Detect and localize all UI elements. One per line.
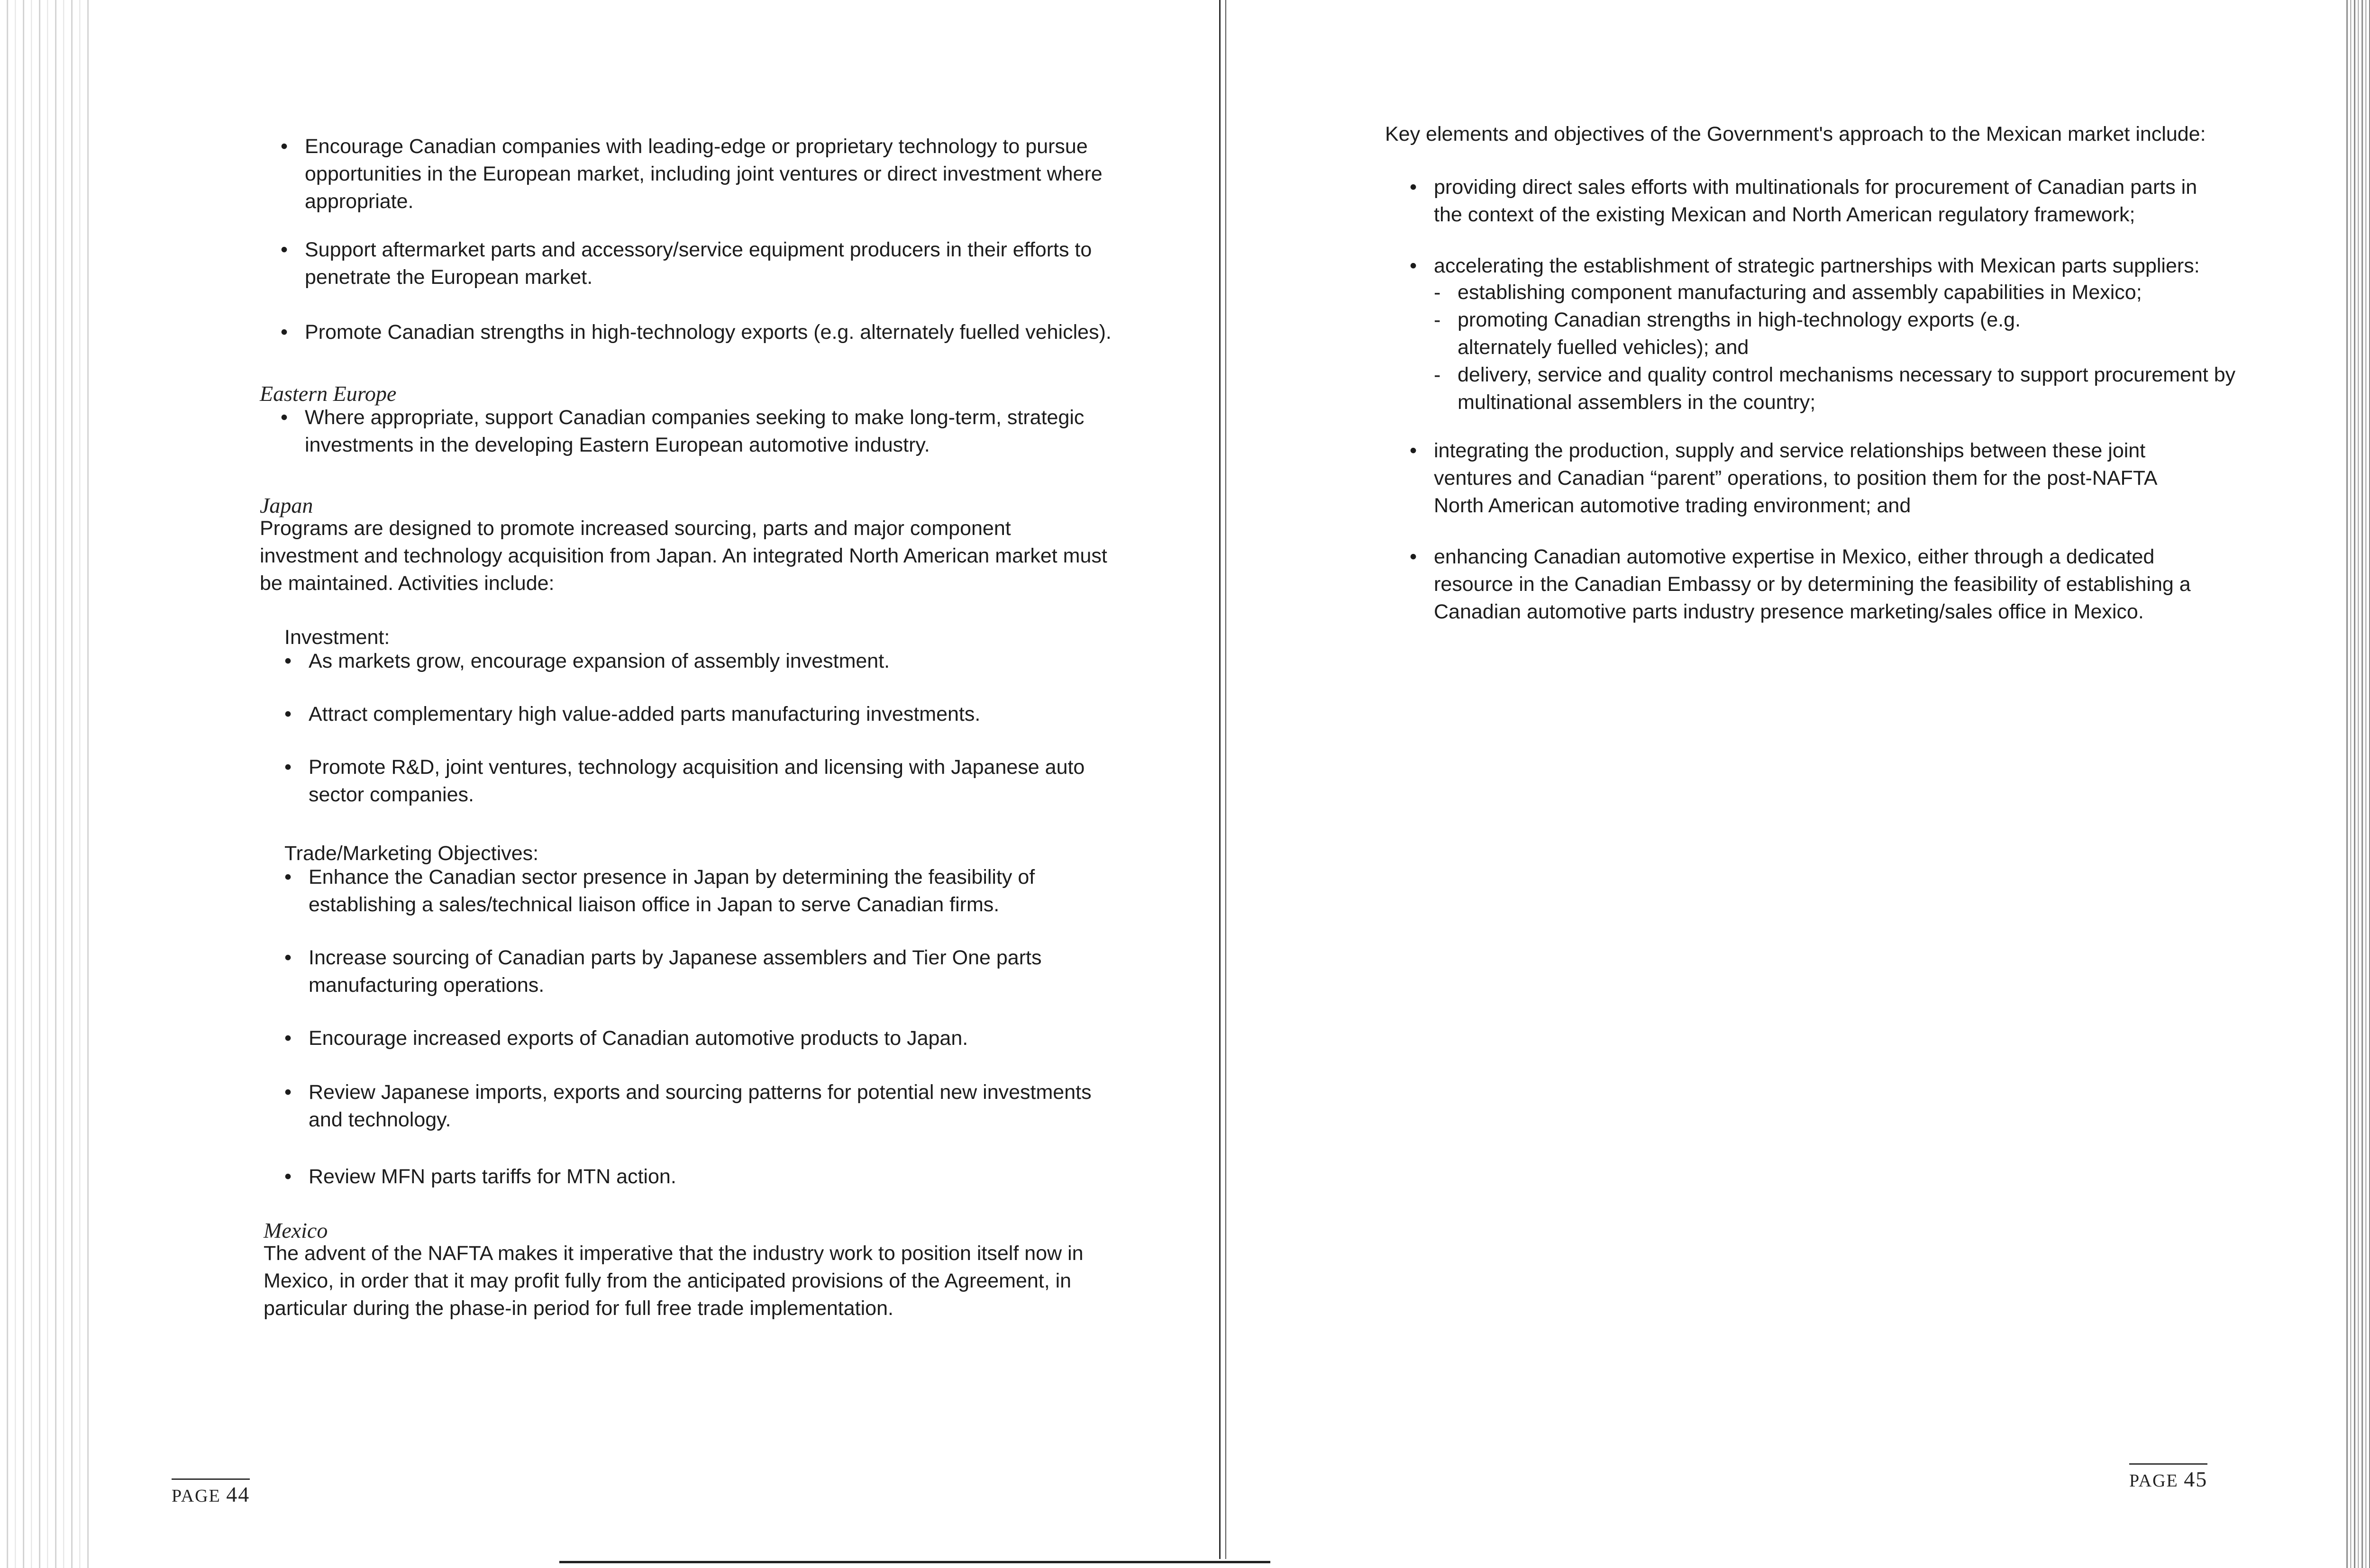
bullet-text: Encourage increased exports of Canadian automotive products to Japan. <box>309 1027 968 1050</box>
sub-item-3 <box>1434 361 2240 416</box>
dash-glyph: - <box>1434 308 1441 331</box>
sub-item-1 <box>1434 279 2240 306</box>
page-number-right <box>2129 1463 2207 1492</box>
bullet-text: Where appropriate, support Canadian companies seeking to make long-term, strategic investments in the developing Eastern European automotive industry. <box>305 406 1085 456</box>
folio-word: PAGE <box>172 1486 221 1506</box>
right-page <box>1224 0 2344 1568</box>
section-heading-japan: Japan <box>260 493 313 517</box>
eastern-europe-bullet <box>281 404 1096 459</box>
europe-bullet-1 <box>281 133 1115 215</box>
sub-item-text: delivery, service and quality control mechanisms necessary to support procurement by multinational assemblers in the country; <box>1458 363 2236 414</box>
right-page-edge-scan <box>2344 0 2370 1568</box>
bullet-glyph: • <box>284 1027 292 1050</box>
sub-item-text: promoting Canadian strengths in high-technology exports (e.g. alternately fuelled vehicles); and <box>1458 308 2021 359</box>
bullet-glyph: • <box>284 756 292 779</box>
bullet-text: Encourage Canadian companies with leading-edge or proprietary technology to pursue opportunities in the European market, including joint ventures or direct investment where appropriate. <box>305 135 1103 213</box>
dash-glyph: - <box>1434 281 1441 304</box>
section-heading-eastern-europe: Eastern Europe <box>260 381 397 406</box>
bullet-glyph: • <box>1410 254 1417 277</box>
mexico-bullet-1 <box>1410 173 2215 228</box>
bullet-glyph: • <box>281 238 288 261</box>
bullet-text: Promote Canadian strengths in high-technology exports (e.g. alternately fuelled vehicles). <box>305 321 1112 344</box>
bullet-text: accelerating the establishment of strategic partnerships with Mexican parts suppliers: <box>1434 254 2200 277</box>
bullet-text: providing direct sales efforts with multinationals for procurement of Canadian parts in the context of the existing Mexican and North American regulatory framework; <box>1434 176 2197 226</box>
folio-number: 44 <box>226 1482 250 1506</box>
sub-item-2 <box>1434 306 2088 361</box>
bullet-glyph: • <box>284 866 292 888</box>
bullet-glyph: • <box>1410 176 1417 199</box>
mexico-approach-intro: Key elements and objectives of the Government's approach to the Mexican market include: <box>1385 123 2206 145</box>
folio-number: 45 <box>2184 1467 2208 1491</box>
bullet-text: Review MFN parts tariffs for MTN action. <box>309 1165 676 1188</box>
trade-bullet-3 <box>284 1024 1119 1052</box>
bullet-glyph: • <box>284 1165 292 1188</box>
investment-label: Investment: <box>284 626 390 649</box>
bullet-text: Enhance the Canadian sector presence in Japan by determining the feasibility of establishing a sales/technical liaison office in Japan to serve Canadian firms. <box>309 866 1035 916</box>
investment-bullet-2 <box>284 700 1119 728</box>
bullet-glyph: • <box>281 135 288 158</box>
bullet-glyph: • <box>281 406 288 429</box>
bullet-text: Promote R&D, joint ventures, technology acquisition and licensing with Japanese auto sector companies. <box>309 756 1085 806</box>
trade-bullet-2 <box>284 944 1043 999</box>
bullet-text: Review Japanese imports, exports and sourcing patterns for potential new investments and technology. <box>309 1081 1092 1131</box>
trade-marketing-label: Trade/Marketing Objectives: <box>284 842 539 865</box>
investment-bullet-1 <box>284 647 1119 675</box>
bullet-text: Attract complementary high value-added parts manufacturing investments. <box>309 703 981 725</box>
bullet-glyph: • <box>284 703 292 725</box>
bullet-glyph: • <box>284 650 292 672</box>
europe-bullet-2 <box>281 236 1096 291</box>
bullet-glyph: • <box>284 1081 292 1104</box>
sub-item-text: establishing component manufacturing and assembly capabilities in Mexico; <box>1458 281 2142 304</box>
trade-bullet-1 <box>284 863 1081 918</box>
trade-bullet-4 <box>284 1079 1100 1133</box>
trade-bullet-5 <box>284 1163 1119 1190</box>
japan-intro-paragraph: Programs are designed to promote increased sourcing, parts and major component investment and technology acquisition from Japan. An integrated North American market must be maintained. Activities include: <box>260 517 1107 595</box>
mexico-bullet-4 <box>1410 543 2206 625</box>
bullet-glyph: • <box>1410 439 1417 462</box>
dash-glyph: - <box>1434 363 1441 386</box>
folio-word: PAGE <box>2129 1471 2179 1491</box>
mexico-bullet-3 <box>1410 437 2206 519</box>
bullet-text: Increase sourcing of Canadian parts by Japanese assemblers and Tier One parts manufacturing operations. <box>309 946 1042 997</box>
mexico-intro-paragraph: The advent of the NAFTA makes it imperative that the industry work to position itself now in Mexico, in order that it may profit fully from the anticipated provisions of the Agreement, in particular during the phase-in period for full free trade implementation. <box>264 1242 1084 1320</box>
bullet-glyph: • <box>1410 545 1417 568</box>
bullet-text: As markets grow, encourage expansion of assembly investment. <box>309 650 890 672</box>
bullet-text: integrating the production, supply and service relationships between these joint ventures and Canadian “parent” operations, to position them for the post-NAFTA North American automotive trading environment; and <box>1434 439 2157 517</box>
bullet-text: Support aftermarket parts and accessory/service equipment producers in their efforts to penetrate the European market. <box>305 238 1092 289</box>
mexico-bullet-2 <box>1410 252 2310 280</box>
bullet-text: enhancing Canadian automotive expertise in Mexico, either through a dedicated resource in the Canadian Embassy or by determining the feasibility of establishing a Canadian automotive parts industry presence marketing/sales office in Mexico. <box>1434 545 2191 623</box>
bullet-glyph: • <box>281 321 288 344</box>
europe-bullet-3 <box>281 318 1134 346</box>
section-heading-mexico: Mexico <box>264 1218 328 1242</box>
bullet-glyph: • <box>284 946 292 969</box>
investment-bullet-3 <box>284 753 1090 808</box>
page-number-left <box>172 1478 250 1507</box>
